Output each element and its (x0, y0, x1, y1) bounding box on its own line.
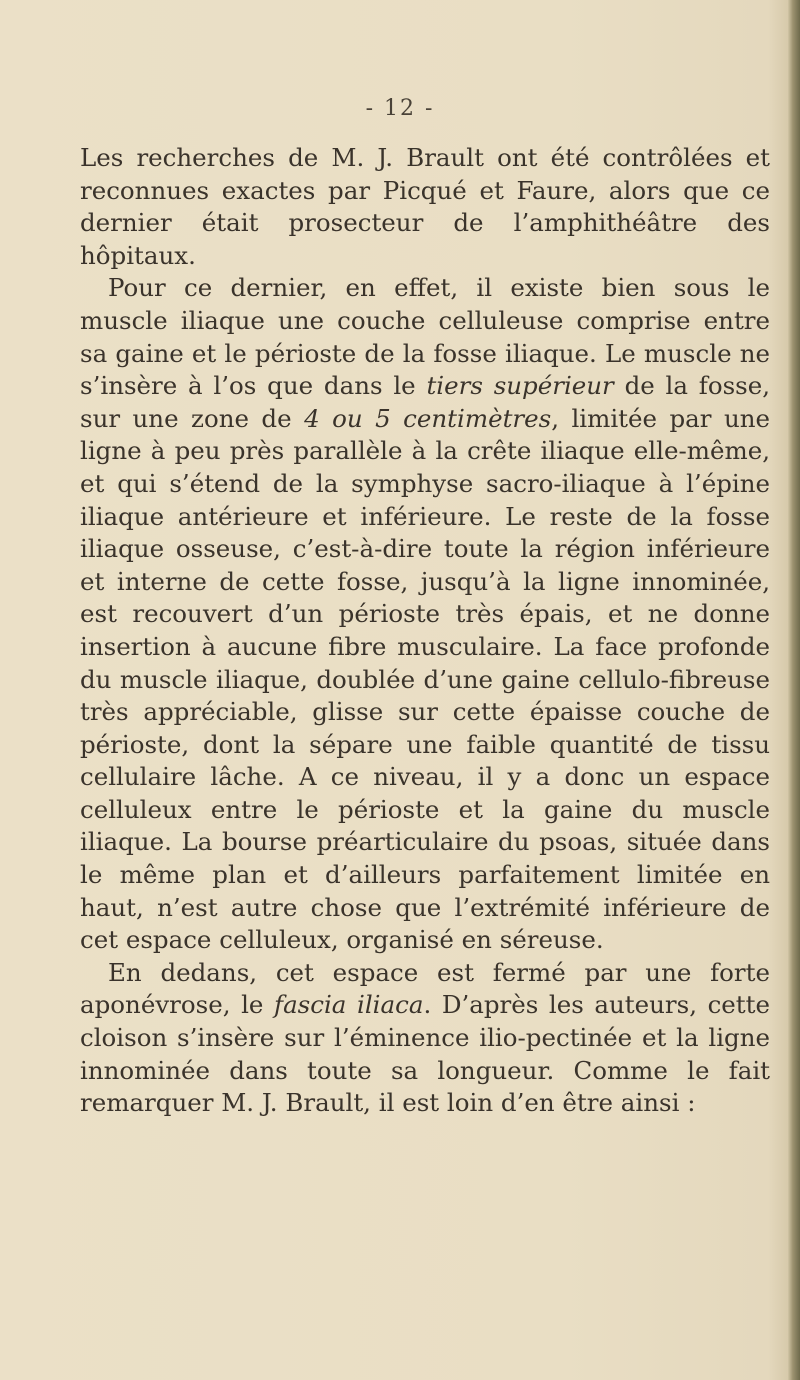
italic-run: tiers supérieur (426, 371, 614, 401)
text-run: , limitée par une ligne à peu près parallèle à la crête iliaque elle-même, et qui s’étend de la symphyse sacro-iliaque à l’épine iliaque antérieure et inférieure. Le reste de la fosse iliaque osseuse, c’est-à-dire toute la région inférieure et interne de cette fosse, jusqu’à la ligne innominée, est recouvert d’un périoste très épais, et ne donne insertion à aucune fibre musculaire. La face profonde du muscle iliaque, doublée d’une gaine cellulo-fibreuse très appréciable, glisse sur cette épaisse couche de périoste, dont la sépare une faible quantité de tissu cellulaire lâche. A ce niveau, il y a donc un espace celluleux entre le périoste et la gaine du muscle iliaque. La bourse préarticulaire du psoas, située dans le même plan et d’ailleurs parfaitement limitée en haut, n’est autre chose que l’extrémité inférieure de cet espace celluleux, organisé en séreuse. (80, 403, 771, 955)
text-run: de la fosse, sur une zone de (80, 371, 771, 433)
paragraph-2 (80, 272, 770, 956)
italic-run: 4 ou 5 centimètres (304, 403, 552, 433)
italic-run: fascia iliaca (274, 990, 424, 1020)
body-text (80, 142, 770, 1120)
paragraph-1 (80, 142, 770, 272)
paragraph-3 (80, 957, 770, 1120)
text-run: Pour ce dernier, en effet, il existe bien sous le muscle iliaque une couche celluleuse comprise entre sa gaine et le périoste de la fosse iliaque. Le muscle ne s’insère à l’os que dans le (80, 273, 770, 401)
text-run: En dedans, cet espace est fermé par une forte aponévrose, le (80, 957, 770, 1020)
text-run: . D’après les auteurs, cette cloison s’insère sur l’éminence ilio-pectinée et la ligne innominée dans toute sa longueur. Comme le fait remarquer M. J. Brault, il est loin d’en être ainsi : (80, 990, 770, 1118)
page-edge (788, 0, 800, 1380)
page-number: - 12 - (365, 96, 435, 121)
text-run: Les recherches de M. J. Brault ont été contrôlées et reconnues exactes par Picqué et Faure, alors que ce dernier était prosecteur de l’amphithéâtre des hôpitaux. (80, 143, 770, 270)
